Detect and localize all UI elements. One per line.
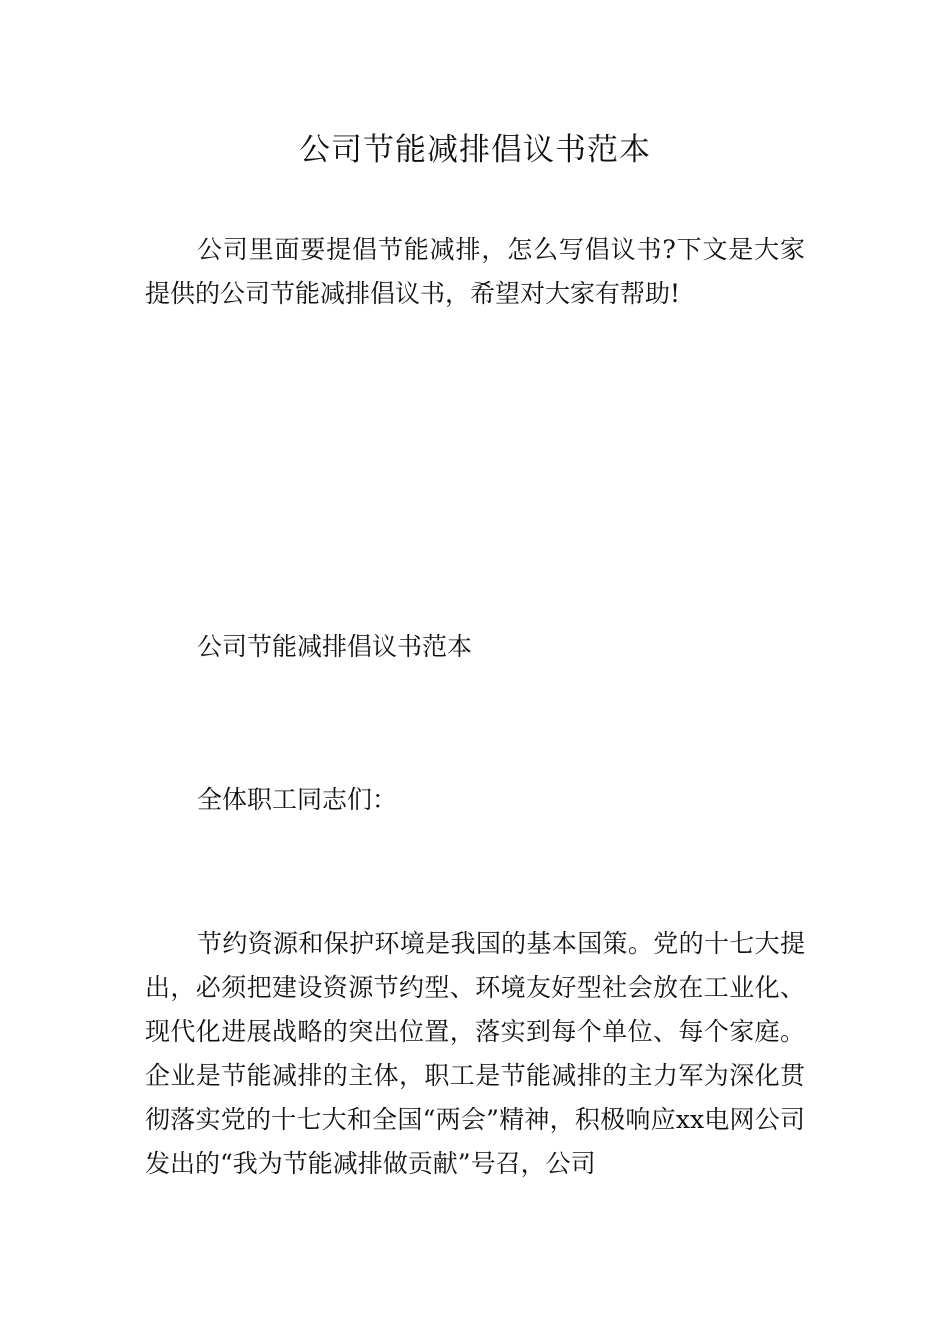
body-paragraph: 节约资源和保护环境是我国的基本国策。党的十七大提出，必须把建设资源节约型、环境友好型社会放在工业化、现代化进展战略的突出位置，落实到每个单位、每个家庭。企业是节能减排的主体，职工是节能减排的主力军为深化贯彻落实党的十七大和全国“两会”精神，积极响应xx电网公司发出的“我为节能减排做贡献”号召，公司 xyxy=(145,929,805,1178)
section-subtitle: 公司节能减排倡议书范本 xyxy=(197,632,473,661)
intro-paragraph: 公司里面要提倡节能减排，怎么写倡议书?下文是大家提供的公司节能减排倡议书，希望对大家有帮助! xyxy=(145,235,805,308)
greeting-line: 全体职工同志们： xyxy=(197,785,398,814)
document-title: 公司节能减排倡议书范本 xyxy=(299,132,651,168)
